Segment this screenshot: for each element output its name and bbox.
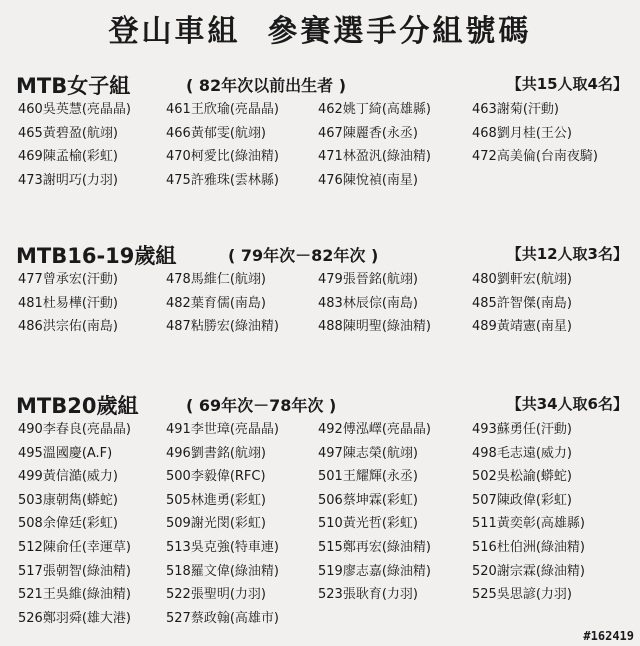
- participant-entry: 519廖志嘉(綠油精): [318, 563, 431, 579]
- participant-entry: 520謝宗霖(綠油精): [472, 563, 585, 579]
- participant-entry: 512陳俞任(幸運草): [18, 539, 131, 555]
- participant-row: [0, 100, 640, 124]
- participant-row: [0, 585, 640, 609]
- group-section: [0, 240, 640, 341]
- participant-entry: 513吳克強(特車連): [166, 539, 279, 555]
- participant-entry: 461王欣瑜(亮晶晶): [166, 102, 279, 117]
- participant-entry: 480劉軒宏(航翊): [472, 272, 572, 287]
- participant-entry: 473謝明巧(力羽): [18, 172, 118, 188]
- participant-row: [0, 171, 640, 195]
- participant-entry: 483林辰倧(南島): [318, 295, 418, 311]
- group-name: MTB16-19歲組: [16, 244, 177, 268]
- group-header: [0, 70, 640, 100]
- participant-row: [0, 420, 640, 444]
- participant-entry: 511黃奕彰(高雄縣): [472, 516, 585, 532]
- participant-entry: 471林盈汎(綠油精): [318, 149, 431, 165]
- document-id-stamp: #162419: [583, 629, 634, 643]
- participant-entry: 509謝光閔(彩虹): [166, 516, 266, 532]
- participant-entry: 486洪宗佑(南島): [18, 319, 118, 335]
- participant-entry: 525吳思諺(力羽): [472, 587, 572, 603]
- participant-row: [0, 609, 640, 633]
- group-name: MTB20歲組: [16, 394, 139, 418]
- participant-entry: 526鄭羽舜(雄大港): [18, 610, 131, 626]
- participant-entry: 482葉育儒(南島): [166, 295, 266, 311]
- participant-entry: 476陳悅禎(南星): [318, 172, 418, 188]
- participant-entry: 472高美倫(台南夜騎): [472, 149, 598, 165]
- page-title: 登山車組 參賽選手分組號碼: [108, 14, 532, 49]
- group-birth-year-range: ( 69年次－78年次 ): [186, 396, 337, 415]
- participant-row: [0, 294, 640, 318]
- participant-entry: 485許智傑(南島): [472, 295, 572, 311]
- participant-entry: 498毛志遠(威力): [472, 445, 572, 461]
- participant-entry: 518羅文偉(綠油精): [166, 563, 279, 579]
- participant-entry: 469陳孟榆(彩虹): [18, 149, 118, 165]
- participant-entry: 502吳松諭(蟒蛇): [472, 469, 572, 485]
- participant-entry: 478馬維仁(航翊): [166, 272, 266, 287]
- participant-entry: 495溫國慶(A.F): [18, 445, 113, 461]
- participant-entry: 463謝菊(汗動): [472, 102, 559, 117]
- participant-entry: 500李毅偉(RFC): [166, 469, 266, 485]
- participant-entry: 470柯愛比(綠油精): [166, 149, 279, 165]
- participant-entry: 505林進勇(彩虹): [166, 492, 266, 508]
- participant-entry: 489黃靖憲(南星): [472, 319, 572, 335]
- participant-entry: 488陳明聖(綠油精): [318, 319, 431, 335]
- participant-entry: 490李春良(亮晶晶): [18, 422, 131, 437]
- participant-entry: 465黃碧盈(航翊): [18, 125, 118, 141]
- participant-entry: 499黃信澔(威力): [18, 469, 118, 485]
- participant-entry: 487粘勝宏(綠油精): [166, 319, 279, 335]
- participant-entry: 477曾承宏(汗動): [18, 272, 118, 287]
- participant-entry: 527蔡政翰(高雄市): [166, 610, 279, 626]
- participant-entry: 493蘇勇任(汗動): [472, 422, 572, 437]
- participant-row: [0, 514, 640, 538]
- participant-entry: 522張聖明(力羽): [166, 587, 266, 603]
- participant-entry: 481杜易樺(汗動): [18, 295, 118, 311]
- group-section: [0, 390, 640, 632]
- participant-row: [0, 562, 640, 586]
- participant-entry: 492傅泓嶧(亮晶晶): [318, 422, 431, 437]
- participant-row: [0, 124, 640, 148]
- participant-row: [0, 491, 640, 515]
- participant-entry: 508余偉廷(彩虹): [18, 516, 118, 532]
- group-quota: 【共12人取3名】: [506, 245, 628, 263]
- participant-row: [0, 467, 640, 491]
- participant-row: [0, 444, 640, 468]
- participant-entry: 506蔡坤霖(彩虹): [318, 492, 418, 508]
- group-quota: 【共34人取6名】: [506, 395, 628, 413]
- participant-entry: 497陳志榮(航翊): [318, 445, 418, 461]
- group-header: [0, 390, 640, 420]
- participant-row: [0, 538, 640, 562]
- participant-entry: 468劉月桂(王公): [472, 125, 572, 141]
- participant-entry: 475許雅珠(雲林縣): [166, 172, 279, 188]
- group-birth-year-range: ( 82年次以前出生者 ): [186, 76, 347, 95]
- participant-entry: 501王耀輝(永丞): [318, 469, 418, 485]
- participant-entry: 496劉書銘(航翊): [166, 445, 266, 461]
- participant-entry: 523張耿育(力羽): [318, 587, 418, 603]
- participant-row: [0, 147, 640, 171]
- participant-entry: 491李世璋(亮晶晶): [166, 422, 279, 437]
- group-birth-year-range: ( 79年次－82年次 ): [228, 246, 379, 265]
- participant-entry: 521王吳維(綠油精): [18, 587, 131, 603]
- participant-entry: 462姚丁綺(高雄縣): [318, 102, 431, 117]
- group-name: MTB女子組: [16, 74, 131, 98]
- participant-entry: 516杜伯洲(綠油精): [472, 539, 585, 555]
- participant-entry: 507陳政偉(彩虹): [472, 492, 572, 508]
- participant-entry: 517張朝智(綠油精): [18, 563, 131, 579]
- group-section: [0, 70, 640, 194]
- participant-entry: 479張晉銘(航翊): [318, 272, 418, 287]
- group-quota: 【共15人取4名】: [506, 75, 628, 93]
- group-header: [0, 240, 640, 270]
- participant-entry: 460吳英慧(亮晶晶): [18, 102, 131, 117]
- participant-entry: 466黃郁雯(航翊): [166, 125, 266, 141]
- participant-entry: 503康朝雋(蟒蛇): [18, 492, 118, 508]
- participant-row: [0, 317, 640, 341]
- participant-entry: 510黃光哲(彩虹): [318, 516, 418, 532]
- participant-entry: 467陳麗香(永丞): [318, 125, 418, 141]
- participant-entry: 515鄭再宏(綠油精): [318, 539, 431, 555]
- participant-row: [0, 270, 640, 294]
